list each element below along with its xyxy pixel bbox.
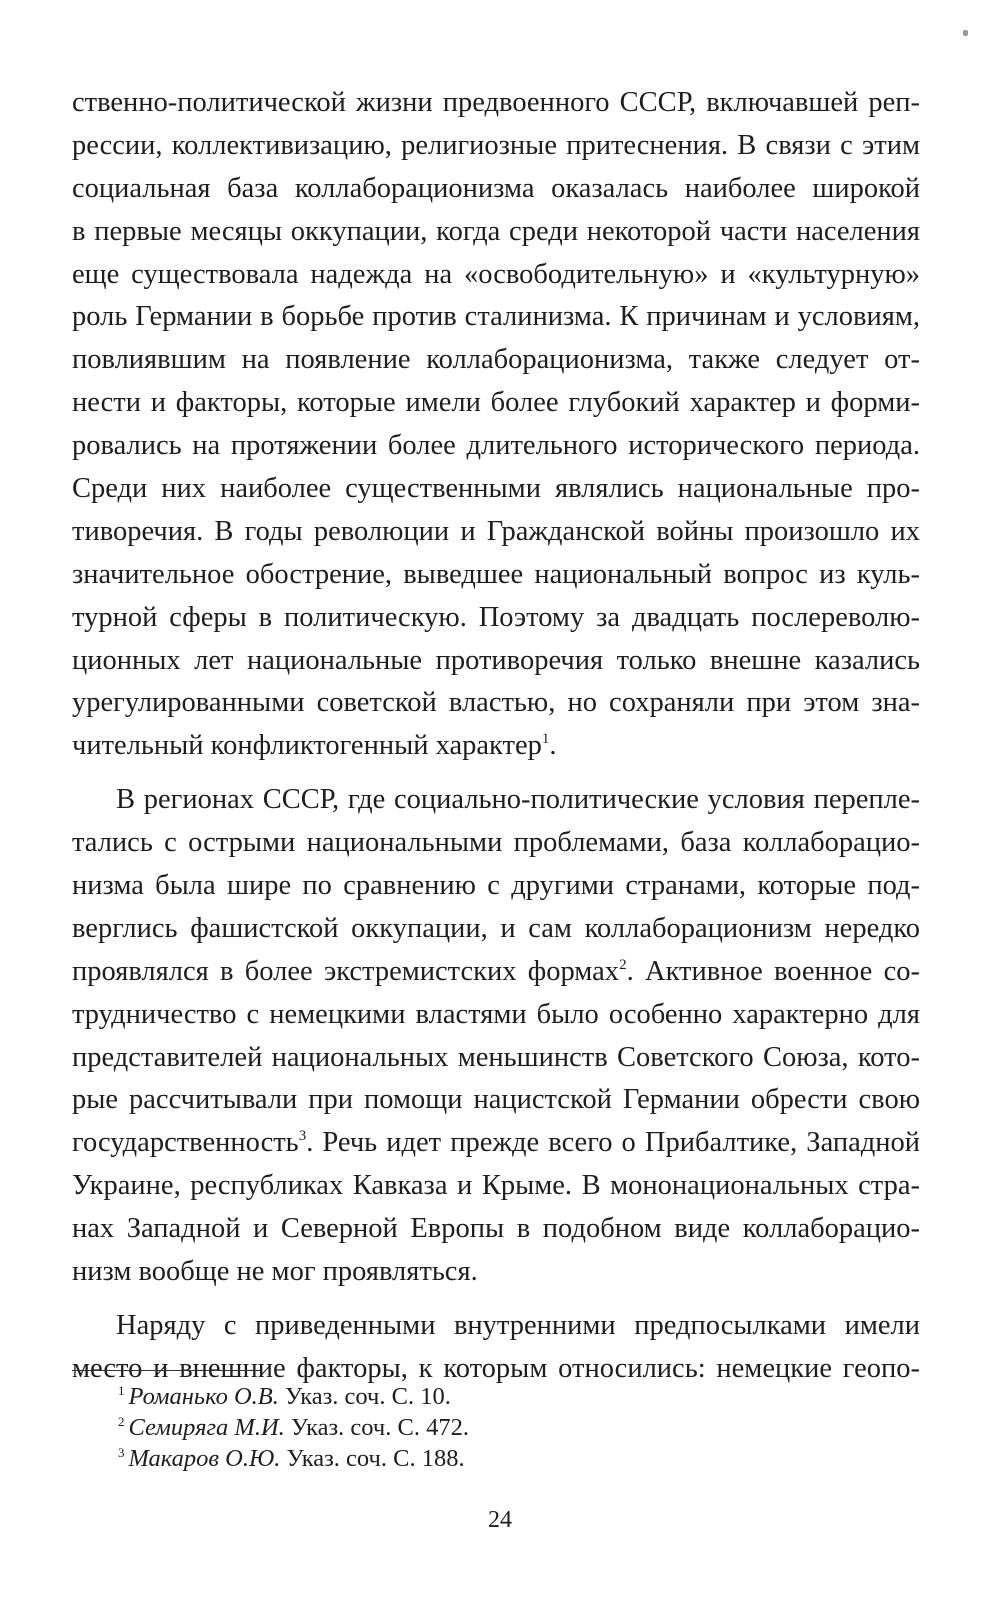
text-line (72, 1122, 920, 1165)
footnote-separator (72, 1370, 260, 1371)
line-period: . (549, 730, 557, 762)
text-line: ственно-политической жизни предвоенного СССР, включавшей реп- (72, 87, 920, 118)
text-line: место и внешние факторы, к которым относились: немецкие геопо- (72, 1352, 920, 1384)
scan-edge-mark (963, 30, 968, 36)
line-text: чительный конфликтогенный характер (72, 730, 542, 762)
text-line: трудничество с немецкими властями было особенно характерно для (72, 998, 920, 1030)
footnote-number: 1 (118, 1383, 125, 1398)
footnote-ref-text: Указ. соч. С. 188. (280, 1445, 465, 1472)
text-line: социальная база коллаборационизма оказалась наиболее широкой (72, 172, 920, 204)
text-line: нах Западной и Северной Европы в подобном виде коллаборацио- (72, 1213, 920, 1245)
footnote-author: Романько О.В. (128, 1383, 279, 1410)
footnote-number: 2 (118, 1414, 125, 1429)
text-line: турной сферы в политическую. Поэтому за двадцать послереволю- (72, 601, 920, 633)
text-line: тались с острыми национальными проблемами, база коллаборацио- (72, 827, 920, 859)
text-line: значительное обострение, выведшее национальный вопрос из куль- (72, 558, 920, 590)
text-line: еще существовала надежда на «освободительную» и «культурную» (72, 258, 920, 290)
text-line: нести и факторы, которые имели более глубокий характер и форми- (72, 387, 920, 419)
text-line: представителей национальных меньшинств Советского Союза, кото- (72, 1041, 920, 1073)
text-line: ровались на протяжении более длительного исторического периода. (72, 430, 920, 462)
footnote-item (118, 1443, 918, 1474)
line-text: государственность (72, 1127, 299, 1159)
text-line: рессии, коллективизацию, религиозные притеснения. В связи с этим (72, 129, 920, 161)
text-line: повлиявшим на появление коллаборационизма, также следует от- (72, 344, 920, 376)
footnote-ref-text: Указ. соч. С. 10. (278, 1383, 451, 1410)
text-line: Наряду с приведенными внутренними предпосылками имели (116, 1309, 920, 1341)
footnote-author: Макаров О.Ю. (128, 1445, 281, 1472)
footnote-item (118, 1412, 918, 1443)
text-line: верглись фашистской оккупации, и сам коллаборационизм нередко (72, 912, 920, 944)
text-line: Украине, республиках Кавказа и Крыме. В мононациональных стра- (72, 1170, 920, 1202)
text-line: В регионах СССР, где социально-политические условия перепле- (116, 784, 920, 816)
footnote-author: Семиряга М.И. (128, 1414, 285, 1441)
text-line (72, 951, 920, 994)
text-line: рые рассчитывали при помощи нацистской Германии обрести свою (72, 1084, 920, 1116)
footnote-ref[interactable]: 1 (541, 731, 550, 748)
text-line (72, 725, 920, 768)
text-line: ционных лет национальные противоречия только внешне казались (72, 644, 920, 676)
line-text: проявлялся в более экстремистских формах (72, 955, 620, 987)
text-line: в первые месяцы оккупации, когда среди некоторой части населения (72, 215, 920, 247)
text-line: урегулированными советской властью, но сохраняли при этом зна- (72, 687, 920, 719)
text-line: тиворечия. В годы революции и Гражданской войны произошло их (72, 515, 920, 547)
footnote-number: 3 (118, 1445, 125, 1460)
text-line: низм вообще не мог проявляться. (72, 1256, 478, 1288)
body-text (72, 82, 920, 1391)
text-line: роль Германии в борьбе против сталинизма. К причинам и условиям, (72, 301, 920, 333)
footnotes (118, 1381, 918, 1474)
line-text-after: . Речь идет прежде всего о Прибалтике, Западной (306, 1127, 920, 1159)
footnote-ref-text: Указ. соч. С. 472. (284, 1414, 469, 1441)
footnote-ref[interactable]: 2 (619, 956, 627, 973)
footnote-ref[interactable]: 3 (298, 1128, 307, 1145)
text-line: низма была шире по сравнению с другими странами, которые под- (72, 870, 920, 902)
line-text-after: . Активное военное со- (626, 955, 920, 987)
page-number: 24 (488, 1507, 512, 1533)
text-line: Среди них наиболее существенными являлись национальные про- (72, 473, 920, 505)
footnote-item (118, 1381, 918, 1412)
